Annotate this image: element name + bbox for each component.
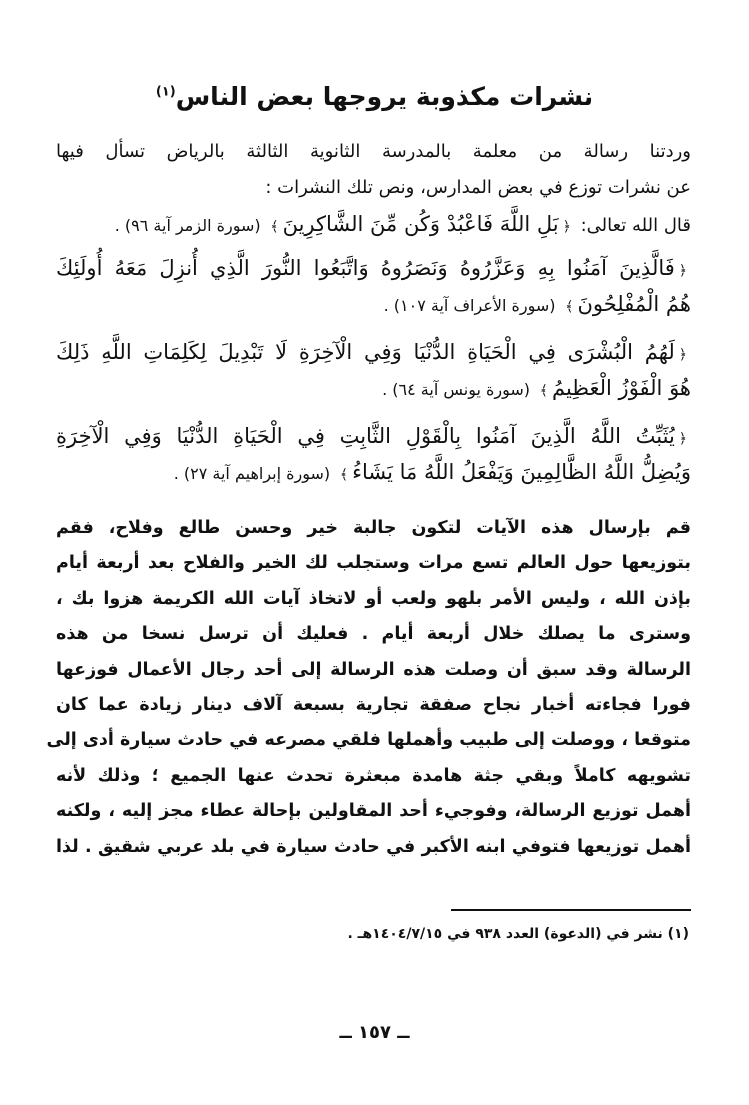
paragraph-line-1: قم بإرسال هذه الآيات لتكون جالبة خير وحسن طالع وفلاح، فقم <box>56 518 691 538</box>
paragraph-line-5: الرسالة وقد سبق أن وصلت هذه الرسالة إلى أحد رجال الأعمال فوزعها <box>56 660 691 680</box>
verse-text: هُمُ الْمُفْلِحُونَ <box>577 292 691 316</box>
title-text: نشرات مكذوبة يروجها بعض الناس <box>175 82 594 111</box>
verse-lead: قال الله تعالى: <box>580 215 691 236</box>
footnote: (١) نشر في (الدعوة) العدد ٩٣٨ في ١٤٠٤/٧/١٥هـ . <box>347 926 689 942</box>
ornament-open: ﴿ <box>678 431 687 447</box>
paragraph-line-10: أهمل توزيعها فتوفي ابنه الأكبر في حادث سيارة في بلد عربي شقيق . لذا <box>56 837 691 857</box>
verse-reference: (سورة الأعراف آية ١٠٧) . <box>383 296 556 315</box>
verse-reference: (سورة يونس آية ٦٤) . <box>382 380 531 399</box>
verse-reference: (سورة إبراهيم آية ٢٧) . <box>173 464 331 483</box>
verse-3-line-2 <box>56 376 691 403</box>
title-footnote-marker: (١) <box>155 84 176 100</box>
verse-text: لَهُمُ الْبُشْرَى فِي الْحَيَاةِ الدُّنْيَا وَفِي الْآخِرَةِ لَا تَبْدِيلَ لِكَلِمَاتِ اللَّهِ ذَلِكَ <box>56 340 675 364</box>
paragraph-line-6: فورا فجاءته أخبار نجاح صفقة تجارية بسبعة آلاف دينار زيادة عما كان <box>56 695 691 715</box>
verse-text: بَلِ اللَّهَ فَاعْبُدْ وَكُن مِّنَ الشَّاكِرِينَ <box>282 212 559 236</box>
verse-text: يُثَبِّتُ اللَّهُ الَّذِينَ آمَنُوا بِالْقَوْلِ الثَّابِتِ فِي الْحَيَاةِ الدُّنْيَا وَفِي الْآخِرَةِ <box>56 424 675 448</box>
paragraph-line-3: بإذن الله ، وليس الأمر بلهو ولعب أو لاتخاذ آيات الله الكريمة هزوا بك ، <box>56 589 691 609</box>
verse-4-line-1 <box>56 424 691 451</box>
verse-text: هُوَ الْفَوْزُ الْعَظِيمُ <box>551 376 691 400</box>
verse-text: وَيُضِلُّ اللَّهُ الظَّالِمِينَ وَيَفْعَلُ اللَّهُ مَا يَشَاءُ <box>352 460 691 484</box>
verse-4-line-2 <box>56 460 691 487</box>
intro-line-1: وردتنا رسالة من معلمة بالمدرسة الثانوية الثالثة بالرياض تسأل فيها <box>56 141 691 162</box>
verse-3-line-1 <box>56 340 691 367</box>
ornament-close: ﴾ <box>270 219 279 235</box>
ornament-close: ﴾ <box>565 299 574 315</box>
ornament-open: ﴿ <box>678 347 687 363</box>
ornament-close: ﴾ <box>339 467 349 483</box>
paragraph-line-4: وسترى ما يصلك خلال أربعة أيام . فعليك أن ترسل نسخا من هذه <box>56 624 691 644</box>
page-number: ــ ١٥٧ ــ <box>339 1022 410 1043</box>
ornament-close: ﴾ <box>539 383 548 399</box>
page-title <box>0 82 749 111</box>
ornament-open: ﴿ <box>678 263 687 279</box>
paragraph-line-8: تشويهه كاملاً وبقي جثة هامدة مبعثرة تحدث عنها الجميع ؛ وذلك لأنه <box>56 766 691 786</box>
verse-reference: (سورة الزمر آية ٩٦) . <box>114 216 261 235</box>
paragraph-line-7: متوقعا ، ووصلت إلى طبيب وأهملها فلقي مصرعه في حادث سيارة أدى إلى <box>46 730 691 750</box>
verse-1 <box>56 212 691 239</box>
verse-2-line-2 <box>56 292 691 319</box>
paragraph-line-2: بتوزيعها حول العالم تسع مرات وستجلب لك الخير والفلاح بعد أربعة أيام <box>56 553 691 573</box>
verse-text: فَالَّذِينَ آمَنُوا بِهِ وَعَزَّرُوهُ وَنَصَرُوهُ وَاتَّبَعُوا النُّورَ الَّذِي أُنزِلَ مَعَهُ أُولَئِكَ <box>56 256 675 280</box>
verse-2-line-1 <box>56 256 691 283</box>
intro-line-2: عن نشرات توزع في بعض المدارس، ونص تلك النشرات : <box>265 177 691 198</box>
ornament-open: ﴿ <box>562 219 571 235</box>
paragraph-line-9: أهمل توزيع الرسالة، وفوجيء أحد المقاولين بإحالة عطاء مجز إليه ، ولكنه <box>56 801 691 821</box>
footnote-divider <box>451 909 691 911</box>
